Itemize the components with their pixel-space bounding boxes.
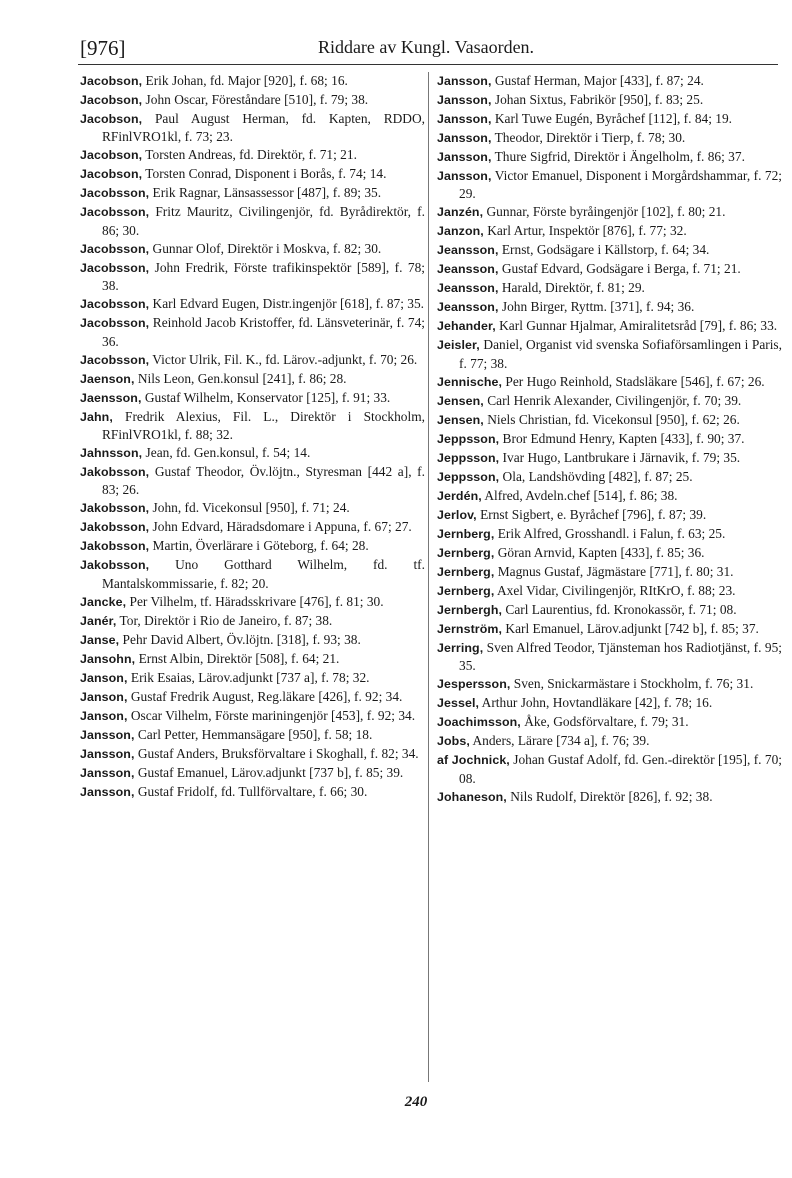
register-entry <box>437 279 782 297</box>
entry-surname: Janson, <box>80 708 128 723</box>
entry-surname: Jeppsson, <box>437 431 500 446</box>
entry-surname: Jehander, <box>437 319 496 334</box>
entry-details: Fritz Mauritz, Civilingenjör, fd. Byrådirektör, f. 86; 30. <box>102 204 425 238</box>
entry-details: Paul August Herman, fd. Kapten, RDDO, RFinlVRO1kl, f. 73; 23. <box>102 111 425 145</box>
entry-surname: Jernberg, <box>437 526 495 541</box>
entry-details: Gustaf Wilhelm, Konservator [125], f. 91; 33. <box>144 389 391 405</box>
entry-surname: Jespersson, <box>437 677 511 692</box>
entry-surname: Jansson, <box>437 93 492 107</box>
entry-details: Niels Christian, fd. Vicekonsul [950], f. 62; 26. <box>487 411 740 427</box>
register-entry <box>437 110 782 128</box>
entry-surname: Jerlov, <box>437 507 477 522</box>
entry-details: Alfred, Avdeln.chef [514], f. 86; 38. <box>484 487 678 503</box>
entry-surname: Jeppsson, <box>437 469 500 484</box>
entry-surname: Jansson, <box>437 150 492 164</box>
entry-surname: Jacobsson, <box>80 186 150 201</box>
entry-details: Bror Edmund Henry, Kapten [433], f. 90; 37. <box>502 430 745 446</box>
entry-surname: Joachimsson, <box>437 715 521 730</box>
left-column <box>80 72 425 802</box>
entry-surname: Jensen, <box>437 412 484 427</box>
entry-surname: Jansson, <box>80 784 135 799</box>
entry-surname: Jansson, <box>80 765 135 780</box>
entry-surname: Jakobsson, <box>80 501 150 516</box>
register-entry <box>80 764 425 782</box>
column-divider <box>428 72 429 1082</box>
register-entry <box>437 129 782 147</box>
entry-surname: Jansson, <box>437 131 492 145</box>
register-entry <box>437 430 782 448</box>
entry-surname: Jaenson, <box>80 371 135 386</box>
entry-details: John, fd. Vicekonsul [950], f. 71; 24. <box>152 500 350 516</box>
entry-details: Ernst Sigbert, e. Byråchef [796], f. 87; 39. <box>480 506 707 522</box>
entry-surname: Jansson, <box>80 727 135 742</box>
entry-details: Ivar Hugo, Lantbrukare i Järnavik, f. 79; 35. <box>502 449 741 465</box>
entry-details: Per Vilhelm, tf. Häradsskrivare [476], f. 81; 30. <box>129 593 384 609</box>
entry-details: Karl Tuwe Eugén, Byråchef [112], f. 84; 19. <box>494 111 733 126</box>
entry-details: Victor Emanuel, Disponent i Morgårdshammar, f. 72; 29. <box>459 168 782 202</box>
entry-surname: Jansson, <box>80 746 135 761</box>
entry-details: Erik Johan, fd. Major [920], f. 68; 16. <box>145 73 348 88</box>
entry-surname: Jacobsson, <box>80 297 150 312</box>
entry-details: Carl Henrik Alexander, Civilingenjör, f. 70; 39. <box>487 392 742 408</box>
register-entry <box>437 487 782 505</box>
register-entry <box>80 91 425 109</box>
entry-surname: Jacobsson, <box>80 241 150 256</box>
register-entry <box>437 694 782 712</box>
register-entry <box>80 110 425 146</box>
register-entry <box>437 260 782 278</box>
entry-details: Åke, Godsförvaltare, f. 79; 31. <box>524 714 689 730</box>
register-entry <box>437 449 782 467</box>
entry-surname: Jeansson, <box>437 243 499 258</box>
register-entry <box>80 370 425 388</box>
entry-details: Gustaf Theodor, Öv.löjtn., Styresman [442 a], f. 83; 26. <box>102 464 425 498</box>
entry-surname: Jernberg, <box>437 545 495 560</box>
register-entry <box>80 146 425 164</box>
entry-details: Theodor, Direktör i Tierp, f. 78; 30. <box>494 130 686 145</box>
entry-surname: Jacobson, <box>80 112 143 126</box>
entry-surname: Jacobson, <box>80 74 143 88</box>
entry-details: Gustaf Fredrik August, Reg.läkare [426], f. 92; 34. <box>130 688 403 704</box>
register-entry <box>437 544 782 562</box>
entry-surname: Jessel, <box>437 696 480 711</box>
entry-details: Gunnar, Förste byråingenjör [102], f. 80; 21. <box>486 204 726 220</box>
register-entry <box>80 518 425 536</box>
entry-details: Victor Ulrik, Fil. K., fd. Lärov.-adjunkt, f. 70; 26. <box>152 351 418 367</box>
entry-surname: Jeansson, <box>437 281 499 296</box>
register-entry <box>80 314 425 350</box>
entry-surname: Jancke, <box>80 594 127 609</box>
register-entry <box>437 392 782 410</box>
register-entry <box>80 408 425 444</box>
register-entry <box>437 72 782 90</box>
entry-surname: Jacobsson, <box>80 260 150 275</box>
register-entry <box>80 240 425 258</box>
register-entry <box>80 537 425 555</box>
register-entry <box>437 298 782 316</box>
entry-details: Nils Leon, Gen.konsul [241], f. 86; 28. <box>137 370 347 386</box>
entry-details: Jean, fd. Gen.konsul, f. 54; 14. <box>145 445 311 461</box>
register-entry <box>437 506 782 524</box>
entry-surname: Janér, <box>80 613 117 628</box>
entry-details: Anders, Lärare [734 a], f. 76; 39. <box>472 733 650 749</box>
entry-details: John Fredrik, Förste trafikinspektör [589], f. 78; 38. <box>102 259 425 294</box>
register-entry <box>437 373 782 391</box>
entry-surname: Jaensson, <box>80 390 142 405</box>
register-entry <box>437 713 782 731</box>
register-entry <box>80 184 425 202</box>
register-entry <box>80 669 425 687</box>
entry-details: Erik Alfred, Grosshandl. i Falun, f. 63; 25. <box>497 525 726 541</box>
register-entry <box>437 411 782 429</box>
entry-details: Daniel, Organist vid svenska Sofiaförsamlingen i Paris, f. 77; 38. <box>459 337 782 371</box>
entry-surname: Janson, <box>80 689 128 704</box>
entry-details: Ernst, Godsägare i Källstorp, f. 64; 34. <box>501 242 710 258</box>
register-entry <box>437 620 782 638</box>
entry-surname: Jeppsson, <box>437 450 500 465</box>
entry-details: Johan Gustaf Adolf, fd. Gen.-direktör [195], f. 70; 08. <box>459 752 782 786</box>
entry-details: Uno Gotthard Wilhelm, fd. tf. Mantalskommissarie, f. 82; 20. <box>102 557 425 591</box>
entry-surname: Jernbergh, <box>437 602 503 617</box>
register-entry <box>437 222 782 240</box>
entry-details: Carl Laurentius, fd. Kronokassör, f. 71; 08. <box>505 601 737 617</box>
entry-details: Gustaf Edvard, Godsägare i Berga, f. 71; 21. <box>501 261 741 277</box>
entry-details: Karl Edvard Eugen, Distr.ingenjör [618], f. 87; 35. <box>152 296 425 312</box>
register-entry <box>80 556 425 592</box>
entry-details: Arthur John, Hovtandläkare [42], f. 78; 16. <box>481 695 713 711</box>
register-entry <box>80 783 425 801</box>
entry-details: Fredrik Alexius, Fil. L., Direktör i Stockholm, RFinlVRO1kl, f. 88; 32. <box>102 408 425 443</box>
running-head: Riddare av Kungl. Vasaorden. <box>317 37 535 57</box>
entry-surname: Jeansson, <box>437 262 499 277</box>
entry-surname: Jansson, <box>437 169 492 183</box>
entry-surname: Jakobsson, <box>80 520 150 535</box>
folio: 240 <box>404 1094 428 1110</box>
entry-details: Thure Sigfrid, Direktör i Ängelholm, f. 86; 37. <box>494 149 745 164</box>
entry-details: Gustaf Fridolf, fd. Tullförvaltare, f. 66; 30. <box>137 783 368 799</box>
entry-surname: Janson, <box>80 670 128 685</box>
entry-surname: Jerdén, <box>437 488 482 503</box>
entry-surname: Janzon, <box>437 224 484 239</box>
entry-details: Pehr David Albert, Öv.löjtn. [318], f. 93; 38. <box>122 631 361 647</box>
register-entry <box>437 751 782 787</box>
register-entry <box>437 525 782 543</box>
entry-details: Axel Vidar, Civilingenjör, RItKrO, f. 88; 23. <box>496 582 736 598</box>
register-entry <box>80 72 425 90</box>
entry-surname: Jernberg, <box>437 583 495 598</box>
entry-surname: Jansson, <box>437 74 492 88</box>
register-entry <box>437 601 782 619</box>
entry-surname: Jacobsson, <box>80 205 150 220</box>
entry-surname: Jerring, <box>437 640 484 655</box>
entry-details: Nils Rudolf, Direktör [826], f. 92; 38. <box>510 788 713 804</box>
register-entry <box>80 389 425 407</box>
entry-details: Sven, Snickarmästare i Stockholm, f. 76; 31. <box>513 676 754 692</box>
entry-surname: af Jochnick, <box>437 753 510 768</box>
register-entry <box>80 165 425 183</box>
register-entry <box>80 688 425 706</box>
register-entry <box>80 631 425 649</box>
entry-surname: Jansson, <box>437 112 492 126</box>
entry-surname: Jennische, <box>437 374 503 389</box>
entry-details: Karl Emanuel, Lärov.adjunkt [742 b], f. 85; 37. <box>505 620 759 636</box>
register-entry <box>80 444 425 462</box>
entry-details: Göran Arnvid, Kapten [433], f. 85; 36. <box>497 544 705 560</box>
entry-details: Reinhold Jacob Kristoffer, fd. Länsveterinär, f. 74; 36. <box>102 315 425 349</box>
entry-details: John Birger, Ryttm. [371], f. 94; 36. <box>501 299 695 315</box>
register-entry <box>437 203 782 221</box>
entry-details: Gustaf Anders, Bruksförvaltare i Skoghall, f. 82; 34. <box>137 745 419 761</box>
page-number: [976] <box>80 36 126 60</box>
register-entry <box>80 726 425 744</box>
register-entry <box>437 563 782 581</box>
entry-details: Martin, Överlärare i Göteborg, f. 64; 28. <box>152 538 369 554</box>
entry-details: Tor, Direktör i Rio de Janeiro, f. 87; 38. <box>119 612 333 628</box>
register-entry <box>437 675 782 693</box>
register-entry <box>437 148 782 166</box>
header-rule <box>78 64 778 65</box>
register-entry <box>437 639 782 675</box>
entry-surname: Jernberg, <box>437 564 495 579</box>
entry-surname: Janse, <box>80 632 120 647</box>
entry-surname: Johaneson, <box>437 789 507 804</box>
entry-surname: Jacobson, <box>80 167 143 182</box>
entry-surname: Jahn, <box>80 409 113 424</box>
entry-details: John Oscar, Föreståndare [510], f. 79; 38. <box>145 92 369 107</box>
entry-details: Gunnar Olof, Direktör i Moskva, f. 82; 30. <box>152 240 382 256</box>
entry-details: Magnus Gustaf, Jägmästare [771], f. 80; 31. <box>497 563 734 579</box>
entry-surname: Jeansson, <box>437 300 499 315</box>
entry-details: Gustaf Emanuel, Lärov.adjunkt [737 b], f. 85; 39. <box>137 764 404 780</box>
entry-details: Torsten Andreas, fd. Direktör, f. 71; 21. <box>145 147 357 163</box>
entry-surname: Jansohn, <box>80 651 136 666</box>
register-entry <box>437 788 782 806</box>
register-entry <box>80 295 425 313</box>
entry-surname: Jacobson, <box>80 93 143 107</box>
register-entry <box>80 351 425 369</box>
entry-details: Gustaf Herman, Major [433], f. 87; 24. <box>494 73 704 88</box>
entry-details: Per Hugo Reinhold, Stadsläkare [546], f. 67; 26. <box>505 373 765 389</box>
register-entry <box>80 612 425 630</box>
entry-surname: Jensen, <box>437 393 484 408</box>
register-entry <box>437 317 782 335</box>
entry-surname: Jobs, <box>437 734 470 749</box>
entry-surname: Jacobsson, <box>80 316 150 331</box>
register-entry <box>437 582 782 600</box>
entry-details: Sven Alfred Teodor, Tjänsteman hos Radiotjänst, f. 95; 35. <box>459 639 782 674</box>
register-entry <box>80 499 425 517</box>
register-entry <box>437 91 782 109</box>
entry-surname: Jacobson, <box>80 148 143 163</box>
register-entry <box>437 336 782 372</box>
register-entry <box>80 593 425 611</box>
register-entry <box>437 167 782 203</box>
register-entry <box>437 468 782 486</box>
entry-surname: Jakobsson, <box>80 558 150 573</box>
entry-details: John Edvard, Häradsdomare i Appuna, f. 67; 27. <box>152 519 412 535</box>
register-entry <box>80 203 425 239</box>
register-entry <box>80 650 425 668</box>
entry-surname: Jernström, <box>437 621 503 636</box>
entry-details: Torsten Conrad, Disponent i Borås, f. 74; 14. <box>145 166 387 182</box>
register-entry <box>437 241 782 259</box>
entry-details: Oscar Vilhelm, Förste mariningenjör [453], f. 92; 34. <box>130 707 416 723</box>
entry-surname: Jakobsson, <box>80 539 150 554</box>
right-column <box>437 72 782 807</box>
entry-details: Karl Artur, Inspektör [876], f. 77; 32. <box>487 223 687 239</box>
register-entry <box>80 463 425 499</box>
entry-details: Karl Gunnar Hjalmar, Amiralitetsråd [79], f. 86; 33. <box>499 318 778 334</box>
entry-details: Erik Ragnar, Länsassessor [487], f. 89; 35. <box>152 185 382 201</box>
register-entry <box>437 732 782 750</box>
entry-details: Johan Sixtus, Fabrikör [950], f. 83; 25. <box>494 92 704 107</box>
entry-details: Ola, Landshövding [482], f. 87; 25. <box>502 468 693 484</box>
entry-details: Harald, Direktör, f. 81; 29. <box>501 280 645 296</box>
entry-details: Carl Petter, Hemmansägare [950], f. 58; 18. <box>137 726 373 742</box>
entry-details: Ernst Albin, Direktör [508], f. 64; 21. <box>138 650 340 666</box>
register-entry <box>80 707 425 725</box>
register-entry <box>80 259 425 295</box>
entry-surname: Jahnsson, <box>80 446 143 461</box>
entry-details: Erik Esaias, Lärov.adjunkt [737 a], f. 78; 32. <box>130 669 370 685</box>
entry-surname: Jeisler, <box>437 338 480 353</box>
register-entry <box>80 745 425 763</box>
entry-surname: Janzén, <box>437 205 484 220</box>
entry-surname: Jacobsson, <box>80 352 150 367</box>
entry-surname: Jakobsson, <box>80 465 150 480</box>
